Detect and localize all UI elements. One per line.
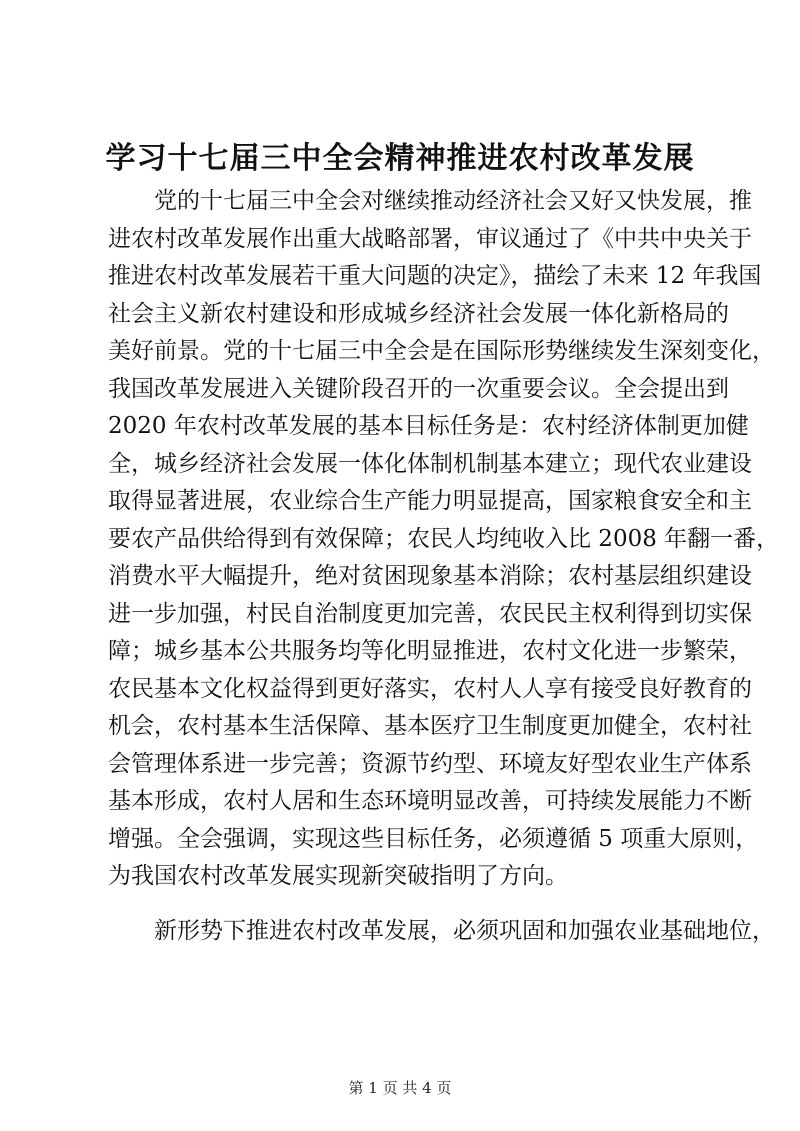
document-body [108,183,780,950]
text-line: 基本形成，农村人居和生态环境明显改善，可持续发展能力不断 [108,788,752,814]
paragraph-1 [108,183,780,896]
text-line: 推进农村改革发展若干重大问题的决定》，描绘了未来 12 年我国 [108,263,762,289]
text-line: 消费水平大幅提升，绝对贫困现象基本消除；农村基层组织建设 [108,563,752,589]
text-line: 障；城乡基本公共服务均等化明显推进，农村文化进一步繁荣， [108,638,752,664]
text-line: 要农产品供给得到有效保障；农民人均纯收入比 2008 年翻一番， [108,525,780,552]
text-line: 进农村改革发展作出重大战略部署，审议通过了《中共中央关于 [108,225,752,252]
text-line: 为我国农村改革发展实现新突破指明了方向。 [108,863,568,889]
text-line: 美好前景。党的十七届三中全会是在国际形势继续发生深刻变化， [108,338,775,364]
text-line: 新形势下推进农村改革发展，必须巩固和加强农业基础地位， [154,917,775,944]
text-line: 机会，农村基本生活保障、基本医疗卫生制度更加健全，农村社 [108,713,752,739]
text-line: 会管理体系进一步完善；资源节约型、环境友好型农业生产体系 [108,750,752,777]
page-footer: 第 1 页 共 4 页 [348,1079,452,1097]
paragraph-gap [108,896,700,913]
text-line: 社会主义新农村建设和形成城乡经济社会发展一体化新格局的 [108,300,729,327]
text-line: 2020 年农村改革发展的基本目标任务是：农村经济体制更加健 [108,413,749,439]
text-line: 增强。全会强调，实现这些目标任务，必须遵循 5 项重大原则， [108,825,759,852]
text-line: 我国改革发展进入关键阶段召开的一次重要会议。全会提出到 [108,375,729,402]
document-title: 学习十七届三中全会精神推进农村改革发展 [105,141,695,176]
text-line: 进一步加强，村民自治制度更加完善，农民民主权利得到切实保 [108,600,752,627]
text-line: 取得显著进展，农业综合生产能力明显提高，国家粮食安全和主 [108,488,752,514]
text-line: 党的十七届三中全会对继续推动经济社会又好又快发展，推 [154,188,752,214]
text-line: 农民基本文化权益得到更好落实，农村人人享有接受良好教育的 [108,675,752,702]
paragraph-2 [108,913,775,951]
text-line: 全，城乡经济社会发展一体化体制机制基本建立；现代农业建设 [108,450,752,477]
